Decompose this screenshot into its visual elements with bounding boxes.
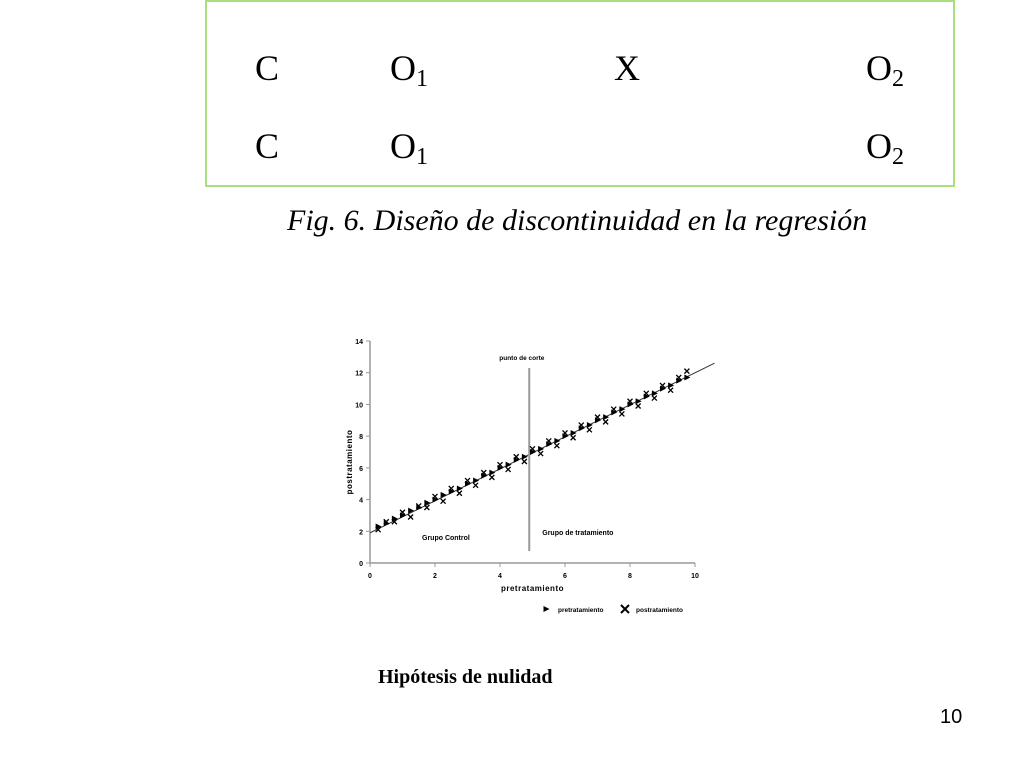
postratamiento-point bbox=[619, 411, 624, 416]
pretratamiento-point bbox=[506, 462, 512, 468]
x-marker-stroke bbox=[473, 483, 478, 488]
x-marker-stroke bbox=[522, 459, 527, 464]
x-marker-stroke bbox=[506, 467, 511, 472]
postratamiento-point bbox=[522, 459, 527, 464]
x-tick-label: 2 bbox=[433, 573, 437, 580]
pretest-o1-row2 bbox=[390, 126, 428, 170]
pretest-symbol: O bbox=[390, 126, 416, 166]
page-number: 10 bbox=[940, 706, 963, 728]
x-marker-stroke bbox=[636, 404, 641, 409]
legend-pretratamiento-label: pretratamiento bbox=[558, 607, 604, 614]
pretratamiento-point bbox=[571, 430, 577, 436]
y-tick-label: 10 bbox=[355, 402, 363, 410]
hypothesis-label: Hipótesis de nulidad bbox=[378, 666, 553, 688]
posttest-symbol: O bbox=[866, 48, 892, 88]
regression-chart bbox=[330, 325, 730, 625]
postratamiento-point bbox=[489, 475, 494, 480]
x-axis-label: pretratamiento bbox=[500, 584, 565, 593]
pretratamiento-point bbox=[457, 485, 463, 491]
x-marker-stroke bbox=[603, 419, 608, 424]
legend-x-stroke bbox=[621, 605, 629, 613]
pretratamiento-point bbox=[554, 438, 560, 444]
pretest-symbol: O bbox=[390, 48, 416, 88]
y-tick-label: 6 bbox=[359, 465, 363, 473]
pretratamiento-point bbox=[522, 454, 528, 460]
postratamiento-point bbox=[603, 419, 608, 424]
treatment-x-row1: X bbox=[614, 48, 640, 88]
pretest-subscript: 1 bbox=[416, 144, 428, 170]
x-marker-stroke bbox=[408, 515, 413, 520]
postratamiento-point bbox=[668, 388, 673, 393]
posttest-subscript: 2 bbox=[892, 144, 904, 170]
region-label-control: Grupo Control bbox=[422, 535, 470, 542]
pretratamiento-point bbox=[473, 478, 479, 484]
x-tick-label: 4 bbox=[498, 573, 502, 580]
y-axis-label: postratamiento bbox=[345, 429, 354, 495]
y-tick-label: 12 bbox=[355, 370, 363, 378]
posttest-o2-row2 bbox=[866, 126, 904, 170]
x-marker-stroke bbox=[538, 451, 543, 456]
x-marker-stroke bbox=[554, 443, 559, 448]
postratamiento-point bbox=[571, 435, 576, 440]
postratamiento-point bbox=[408, 515, 413, 520]
y-tick-label: 14 bbox=[355, 339, 363, 346]
x-marker-stroke bbox=[457, 491, 462, 496]
x-marker-stroke bbox=[441, 499, 446, 504]
legend-postratamiento-label: postratamiento bbox=[636, 607, 683, 614]
group-c-row2: C bbox=[255, 126, 280, 166]
figure-caption: Fig. 6. Diseño de discontinuidad en la regresión bbox=[287, 204, 868, 237]
x-tick-label: 8 bbox=[628, 573, 632, 580]
design-box bbox=[205, 0, 955, 187]
postratamiento-point bbox=[554, 443, 559, 448]
group-c-row1: C bbox=[255, 48, 280, 88]
legend-triangle-marker bbox=[544, 606, 550, 612]
x-marker-stroke bbox=[587, 427, 592, 432]
x-marker-stroke bbox=[619, 411, 624, 416]
postratamiento-point bbox=[652, 396, 657, 401]
postratamiento-point bbox=[538, 451, 543, 456]
postratamiento-point bbox=[457, 491, 462, 496]
postratamiento-point bbox=[636, 404, 641, 409]
x-marker-stroke bbox=[424, 505, 429, 510]
pretest-o1-row1 bbox=[390, 48, 428, 92]
y-tick-label: 8 bbox=[359, 434, 363, 442]
pretratamiento-point bbox=[538, 446, 544, 452]
x-tick-label: 10 bbox=[691, 573, 699, 580]
x-marker-stroke bbox=[652, 396, 657, 401]
postratamiento-point bbox=[506, 467, 511, 472]
postratamiento-point bbox=[684, 369, 689, 374]
y-tick-label: 0 bbox=[359, 561, 363, 568]
pretratamiento-point bbox=[489, 470, 495, 476]
pretratamiento-point bbox=[587, 422, 593, 428]
posttest-symbol: O bbox=[866, 126, 892, 166]
posttest-o2-row1 bbox=[866, 48, 904, 92]
postratamiento-point bbox=[441, 499, 446, 504]
postratamiento-point bbox=[473, 483, 478, 488]
y-tick-label: 2 bbox=[359, 529, 363, 537]
postratamiento-point bbox=[424, 505, 429, 510]
x-marker-stroke bbox=[571, 435, 576, 440]
postratamiento-point bbox=[587, 427, 592, 432]
region-label-treatment: Grupo de tratamiento bbox=[542, 530, 614, 537]
x-tick-label: 0 bbox=[368, 573, 372, 580]
x-tick-label: 6 bbox=[563, 573, 567, 580]
cutoff-label: punto de corte bbox=[499, 355, 545, 362]
posttest-subscript: 2 bbox=[892, 66, 904, 92]
y-tick-label: 4 bbox=[359, 497, 363, 505]
x-marker-stroke bbox=[668, 388, 673, 393]
x-marker-stroke bbox=[489, 475, 494, 480]
pretest-subscript: 1 bbox=[416, 66, 428, 92]
legend-x-marker bbox=[621, 605, 629, 613]
chart-svg bbox=[330, 325, 730, 625]
x-marker-stroke bbox=[684, 369, 689, 374]
